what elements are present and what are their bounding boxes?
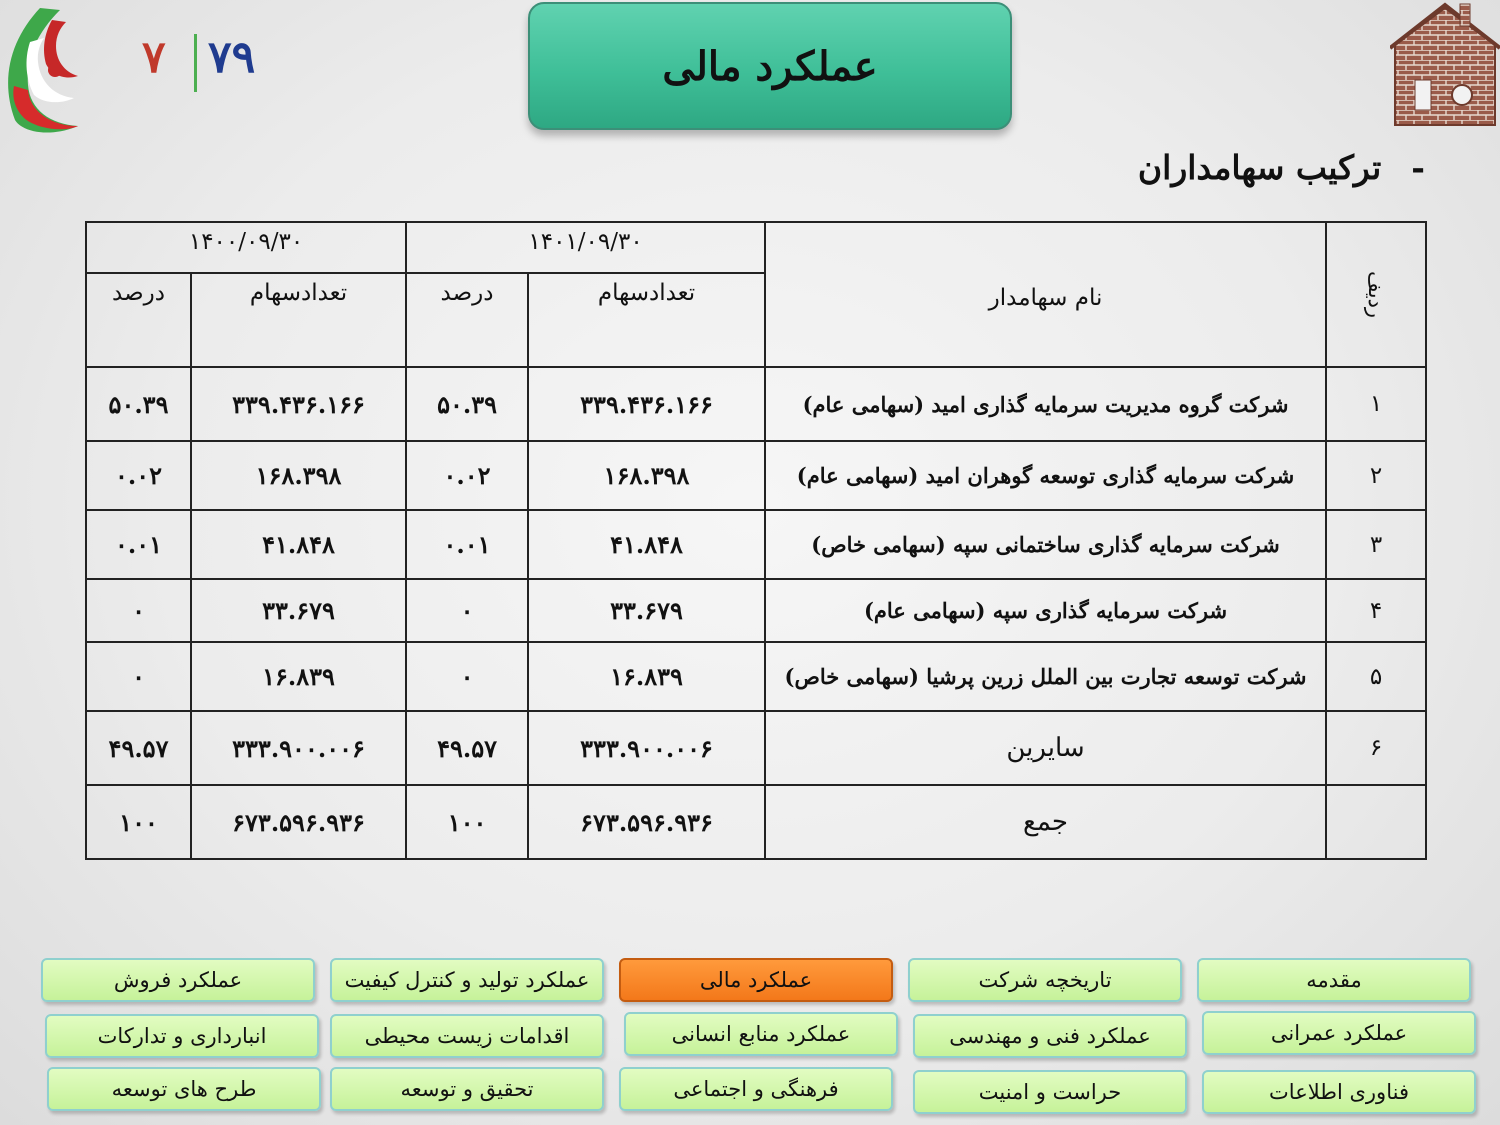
row-number: ۳ — [1326, 510, 1426, 579]
percent-1400: ۴۹.۵۷ — [86, 711, 191, 785]
nav-hr-button[interactable]: عملکرد منابع انسانی — [624, 1012, 898, 1056]
table-total-row — [86, 785, 1426, 859]
nav-development-button[interactable]: طرح های توسعه — [47, 1067, 321, 1111]
row-number: ۶ — [1326, 711, 1426, 785]
nav-history-button[interactable]: تاریخچه شرکت — [908, 958, 1182, 1002]
percent-1401: ۰.۰۱ — [406, 510, 528, 579]
shares-1401: ۴۱.۸۴۸ — [528, 510, 765, 579]
nav-sales-button[interactable]: عملکرد فروش — [41, 958, 315, 1002]
percent-1401: ۰.۰۲ — [406, 441, 528, 510]
page-current: ۷ — [142, 32, 166, 83]
shareholder-name: شرکت توسعه تجارت بین الملل زرین پرشیا (سهامی خاص) — [765, 642, 1326, 711]
company-logo-icon — [1390, 0, 1500, 130]
page-title: عملکرد مالی — [528, 2, 1012, 130]
shares-1401: ۱۶۸.۳۹۸ — [528, 441, 765, 510]
row-number: ۴ — [1326, 579, 1426, 642]
shareholders-table — [85, 221, 1427, 860]
table-row — [86, 441, 1426, 510]
nav-production-button[interactable]: عملکرد تولید و کنترل کیفیت — [330, 958, 604, 1002]
header-percent-1400: درصد — [86, 273, 191, 367]
total-shares-1400: ۶۷۳.۵۹۶.۹۳۶ — [191, 785, 406, 859]
percent-1400: ۰.۰۲ — [86, 441, 191, 510]
percent-1401: ۰ — [406, 579, 528, 642]
percent-1401: ۴۹.۵۷ — [406, 711, 528, 785]
section-bullet: - — [1411, 148, 1425, 187]
shareholder-name: شرکت گروه مدیریت سرمایه گذاری امید (سهامی عام) — [765, 367, 1326, 441]
nav-intro-button[interactable]: مقدمه — [1197, 958, 1471, 1002]
section-heading-text: ترکیب سهامداران — [1137, 148, 1382, 187]
shares-1401: ۱۶.۸۳۹ — [528, 642, 765, 711]
percent-1400: ۰ — [86, 579, 191, 642]
nav-financial-button[interactable]: عملکرد مالی — [619, 958, 893, 1002]
shares-1401: ۳۳۳.۹۰۰.۰۰۶ — [528, 711, 765, 785]
header-period-1401: ۱۴۰۱/۰۹/۳۰ — [406, 222, 765, 273]
page-divider — [194, 34, 197, 92]
nav-technical-button[interactable]: عملکرد فنی و مهندسی — [913, 1014, 1187, 1058]
table-row — [86, 711, 1426, 785]
page-total: ۷۹ — [208, 32, 256, 83]
nav-security-button[interactable]: حراست و امنیت — [913, 1070, 1187, 1114]
shares-1400: ۱۶.۸۳۹ — [191, 642, 406, 711]
total-shares-1401: ۶۷۳.۵۹۶.۹۳۶ — [528, 785, 765, 859]
table-row — [86, 579, 1426, 642]
shares-1401: ۳۳۹.۴۳۶.۱۶۶ — [528, 367, 765, 441]
total-percent-1400: ۱۰۰ — [86, 785, 191, 859]
iran-flag-emblem-icon — [0, 0, 95, 140]
nav-research-button[interactable]: تحقیق و توسعه — [330, 1067, 604, 1111]
nav-warehouse-button[interactable]: انبارداری و تدارکات — [45, 1014, 319, 1058]
table-row — [86, 510, 1426, 579]
total-percent-1401: ۱۰۰ — [406, 785, 528, 859]
header-row-number: ردیف — [1326, 222, 1426, 367]
shareholder-name: شرکت سرمایه گذاری سپه (سهامی عام) — [765, 579, 1326, 642]
row-number: ۵ — [1326, 642, 1426, 711]
percent-1400: ۰.۰۱ — [86, 510, 191, 579]
header-period-1400: ۱۴۰۰/۰۹/۳۰ — [86, 222, 406, 273]
shares-1400: ۳۳.۶۷۹ — [191, 579, 406, 642]
percent-1401: ۰ — [406, 642, 528, 711]
shareholder-name: شرکت سرمایه گذاری ساختمانی سپه (سهامی خاص) — [765, 510, 1326, 579]
row-number: ۲ — [1326, 441, 1426, 510]
table-row — [86, 367, 1426, 441]
shares-1400: ۴۱.۸۴۸ — [191, 510, 406, 579]
shares-1400: ۳۳۹.۴۳۶.۱۶۶ — [191, 367, 406, 441]
total-label: جمع — [765, 785, 1326, 859]
row-number-empty — [1326, 785, 1426, 859]
page-counter — [138, 30, 268, 100]
percent-1401: ۵۰.۳۹ — [406, 367, 528, 441]
shareholder-name: شرکت سرمایه گذاری توسعه گوهران امید (سهامی عام) — [765, 441, 1326, 510]
header-percent-1401: درصد — [406, 273, 528, 367]
nav-environment-button[interactable]: اقدامات زیست محیطی — [330, 1014, 604, 1058]
percent-1400: ۵۰.۳۹ — [86, 367, 191, 441]
nav-it-button[interactable]: فناوری اطلاعات — [1202, 1070, 1476, 1114]
shares-1400: ۳۳۳.۹۰۰.۰۰۶ — [191, 711, 406, 785]
header-shares-1400: تعدادسهام — [191, 273, 406, 367]
percent-1400: ۰ — [86, 642, 191, 711]
header-shareholder-name: نام سهامدار — [765, 222, 1326, 367]
shares-1401: ۳۳.۶۷۹ — [528, 579, 765, 642]
nav-construction-button[interactable]: عملکرد عمرانی — [1202, 1011, 1476, 1055]
section-heading — [1138, 148, 1425, 187]
shares-1400: ۱۶۸.۳۹۸ — [191, 441, 406, 510]
table-header-row — [86, 222, 1426, 273]
row-number: ۱ — [1326, 367, 1426, 441]
shareholder-name: سایرین — [765, 711, 1326, 785]
nav-culture-button[interactable]: فرهنگی و اجتماعی — [619, 1067, 893, 1111]
table-row — [86, 642, 1426, 711]
header-shares-1401: تعدادسهام — [528, 273, 765, 367]
